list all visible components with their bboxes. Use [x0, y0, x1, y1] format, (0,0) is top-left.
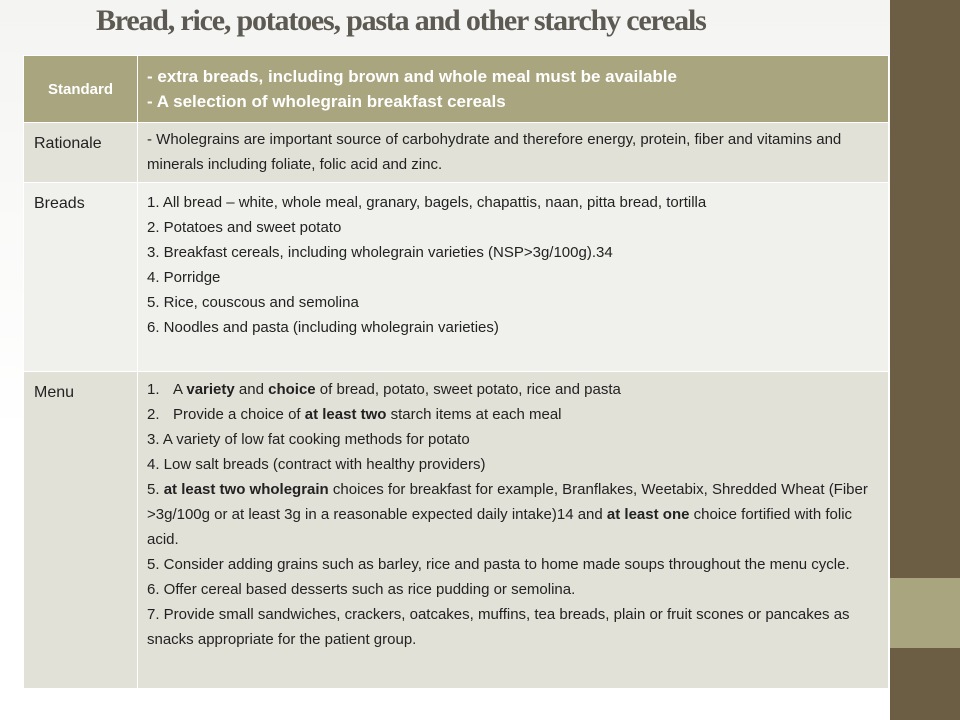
list-item: 4. Low salt breads (contract with healthy providers): [147, 456, 486, 473]
list-item: 6. Offer cereal based desserts such as rice pudding or semolina.: [147, 581, 576, 598]
list-item: 5. Consider adding grains such as barley, rice and pasta to home made soups throughout the menu cycle.: [147, 556, 850, 573]
menu-numbered-list: [147, 377, 882, 427]
table-row-standard: [24, 56, 889, 123]
rationale-text: - Wholegrains are important source of carbohydrate and therefore energy, protein, fiber and vitamins and minerals including foliate, folic acid and zinc.: [138, 123, 889, 183]
slide-title: Bread, rice, potatoes, pasta and other starchy cereals: [96, 4, 706, 37]
list-number: 2.: [147, 406, 160, 423]
list-item: 4. Porridge: [147, 269, 221, 286]
row-label-menu: Menu: [24, 372, 138, 689]
table-row-breads: [24, 183, 889, 372]
row-label-standard: Standard: [24, 56, 138, 123]
list-item-text: Provide a choice of at least two starch items at each meal: [173, 406, 562, 423]
side-decor-band-bottom: [890, 648, 960, 720]
list-item: 3. A variety of low fat cooking methods for potato: [147, 431, 470, 448]
list-item: 5. Rice, couscous and semolina: [147, 294, 359, 311]
list-item: 1. All bread – white, whole meal, granary, bagels, chapattis, naan, pitta bread, tortilla: [147, 194, 707, 211]
list-item-text: A variety and choice of bread, potato, sweet potato, rice and pasta: [173, 381, 621, 398]
menu-list: [138, 372, 889, 689]
row-label-breads: Breads: [24, 183, 138, 372]
list-item: 6. Noodles and pasta (including wholegrain varieties): [147, 319, 499, 336]
row-label-rationale: Rationale: [24, 123, 138, 183]
breads-list: [138, 183, 889, 372]
list-item: 3. Breakfast cereals, including wholegrain varieties (NSP>3g/100g).34: [147, 244, 613, 261]
table-row-menu: [24, 372, 889, 689]
table-row-rationale: [24, 123, 889, 183]
standard-text: [138, 56, 889, 123]
standards-table: [23, 55, 889, 689]
standard-line: - extra breads, including brown and whole meal must be available: [147, 67, 677, 86]
list-item: 7. Provide small sandwiches, crackers, oatcakes, muffins, tea breads, plain or fruit scones or pancakes as snacks appropriate for the patient group.: [147, 606, 850, 648]
list-item: [147, 377, 882, 402]
side-decor-accent: [890, 578, 960, 648]
list-item: 5. at least two wholegrain choices for breakfast for example, Branflakes, Weetabix, Shredded Wheat (Fiber >3g/100g or at least 3g in a reasonable expected daily intake)14 and at least one choice fortified with folic acid.: [147, 481, 868, 548]
list-item: 2. Potatoes and sweet potato: [147, 219, 342, 236]
standard-line: - A selection of wholegrain breakfast cereals: [147, 92, 506, 111]
side-decor-band: [890, 0, 960, 578]
list-number: 1.: [147, 381, 160, 398]
list-item: [147, 402, 882, 427]
